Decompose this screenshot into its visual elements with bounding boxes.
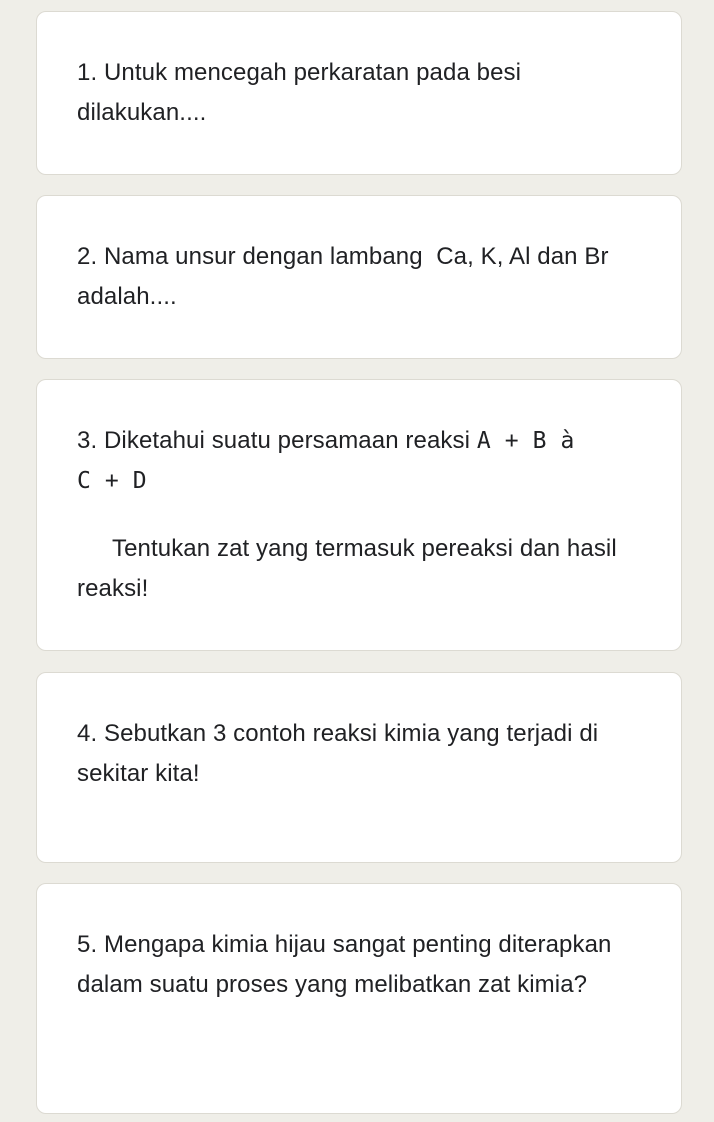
question-text-3-prefix: 3. Diketahui suatu persamaan reaksi (77, 427, 477, 454)
question-card-4 (36, 672, 682, 863)
question-text-2: 2. Nama unsur dengan lambang Ca, K, Al dan Br adalah.... (77, 243, 616, 310)
question-card-1 (36, 11, 682, 175)
question-text-5: 5. Mengapa kimia hijau sangat penting diterapkan dalam suatu proses yang melibatkan zat kimia? (77, 931, 619, 998)
question-text-3 (77, 421, 641, 501)
question-card-5 (36, 883, 682, 1114)
reaction-equation-part1: A + B à (476, 428, 575, 454)
reaction-equation-part2: C + D (77, 468, 147, 494)
question-card-2 (36, 195, 682, 359)
question-text-4: 4. Sebutkan 3 contoh reaksi kimia yang terjadi di sekitar kita! (77, 720, 605, 787)
question-text-1: 1. Untuk mencegah perkaratan pada besi dilakukan.... (77, 59, 528, 126)
question-card-3 (36, 379, 682, 651)
question-3-instruction: Tentukan zat yang termasuk pereaksi dan hasil reaksi! (77, 535, 624, 602)
